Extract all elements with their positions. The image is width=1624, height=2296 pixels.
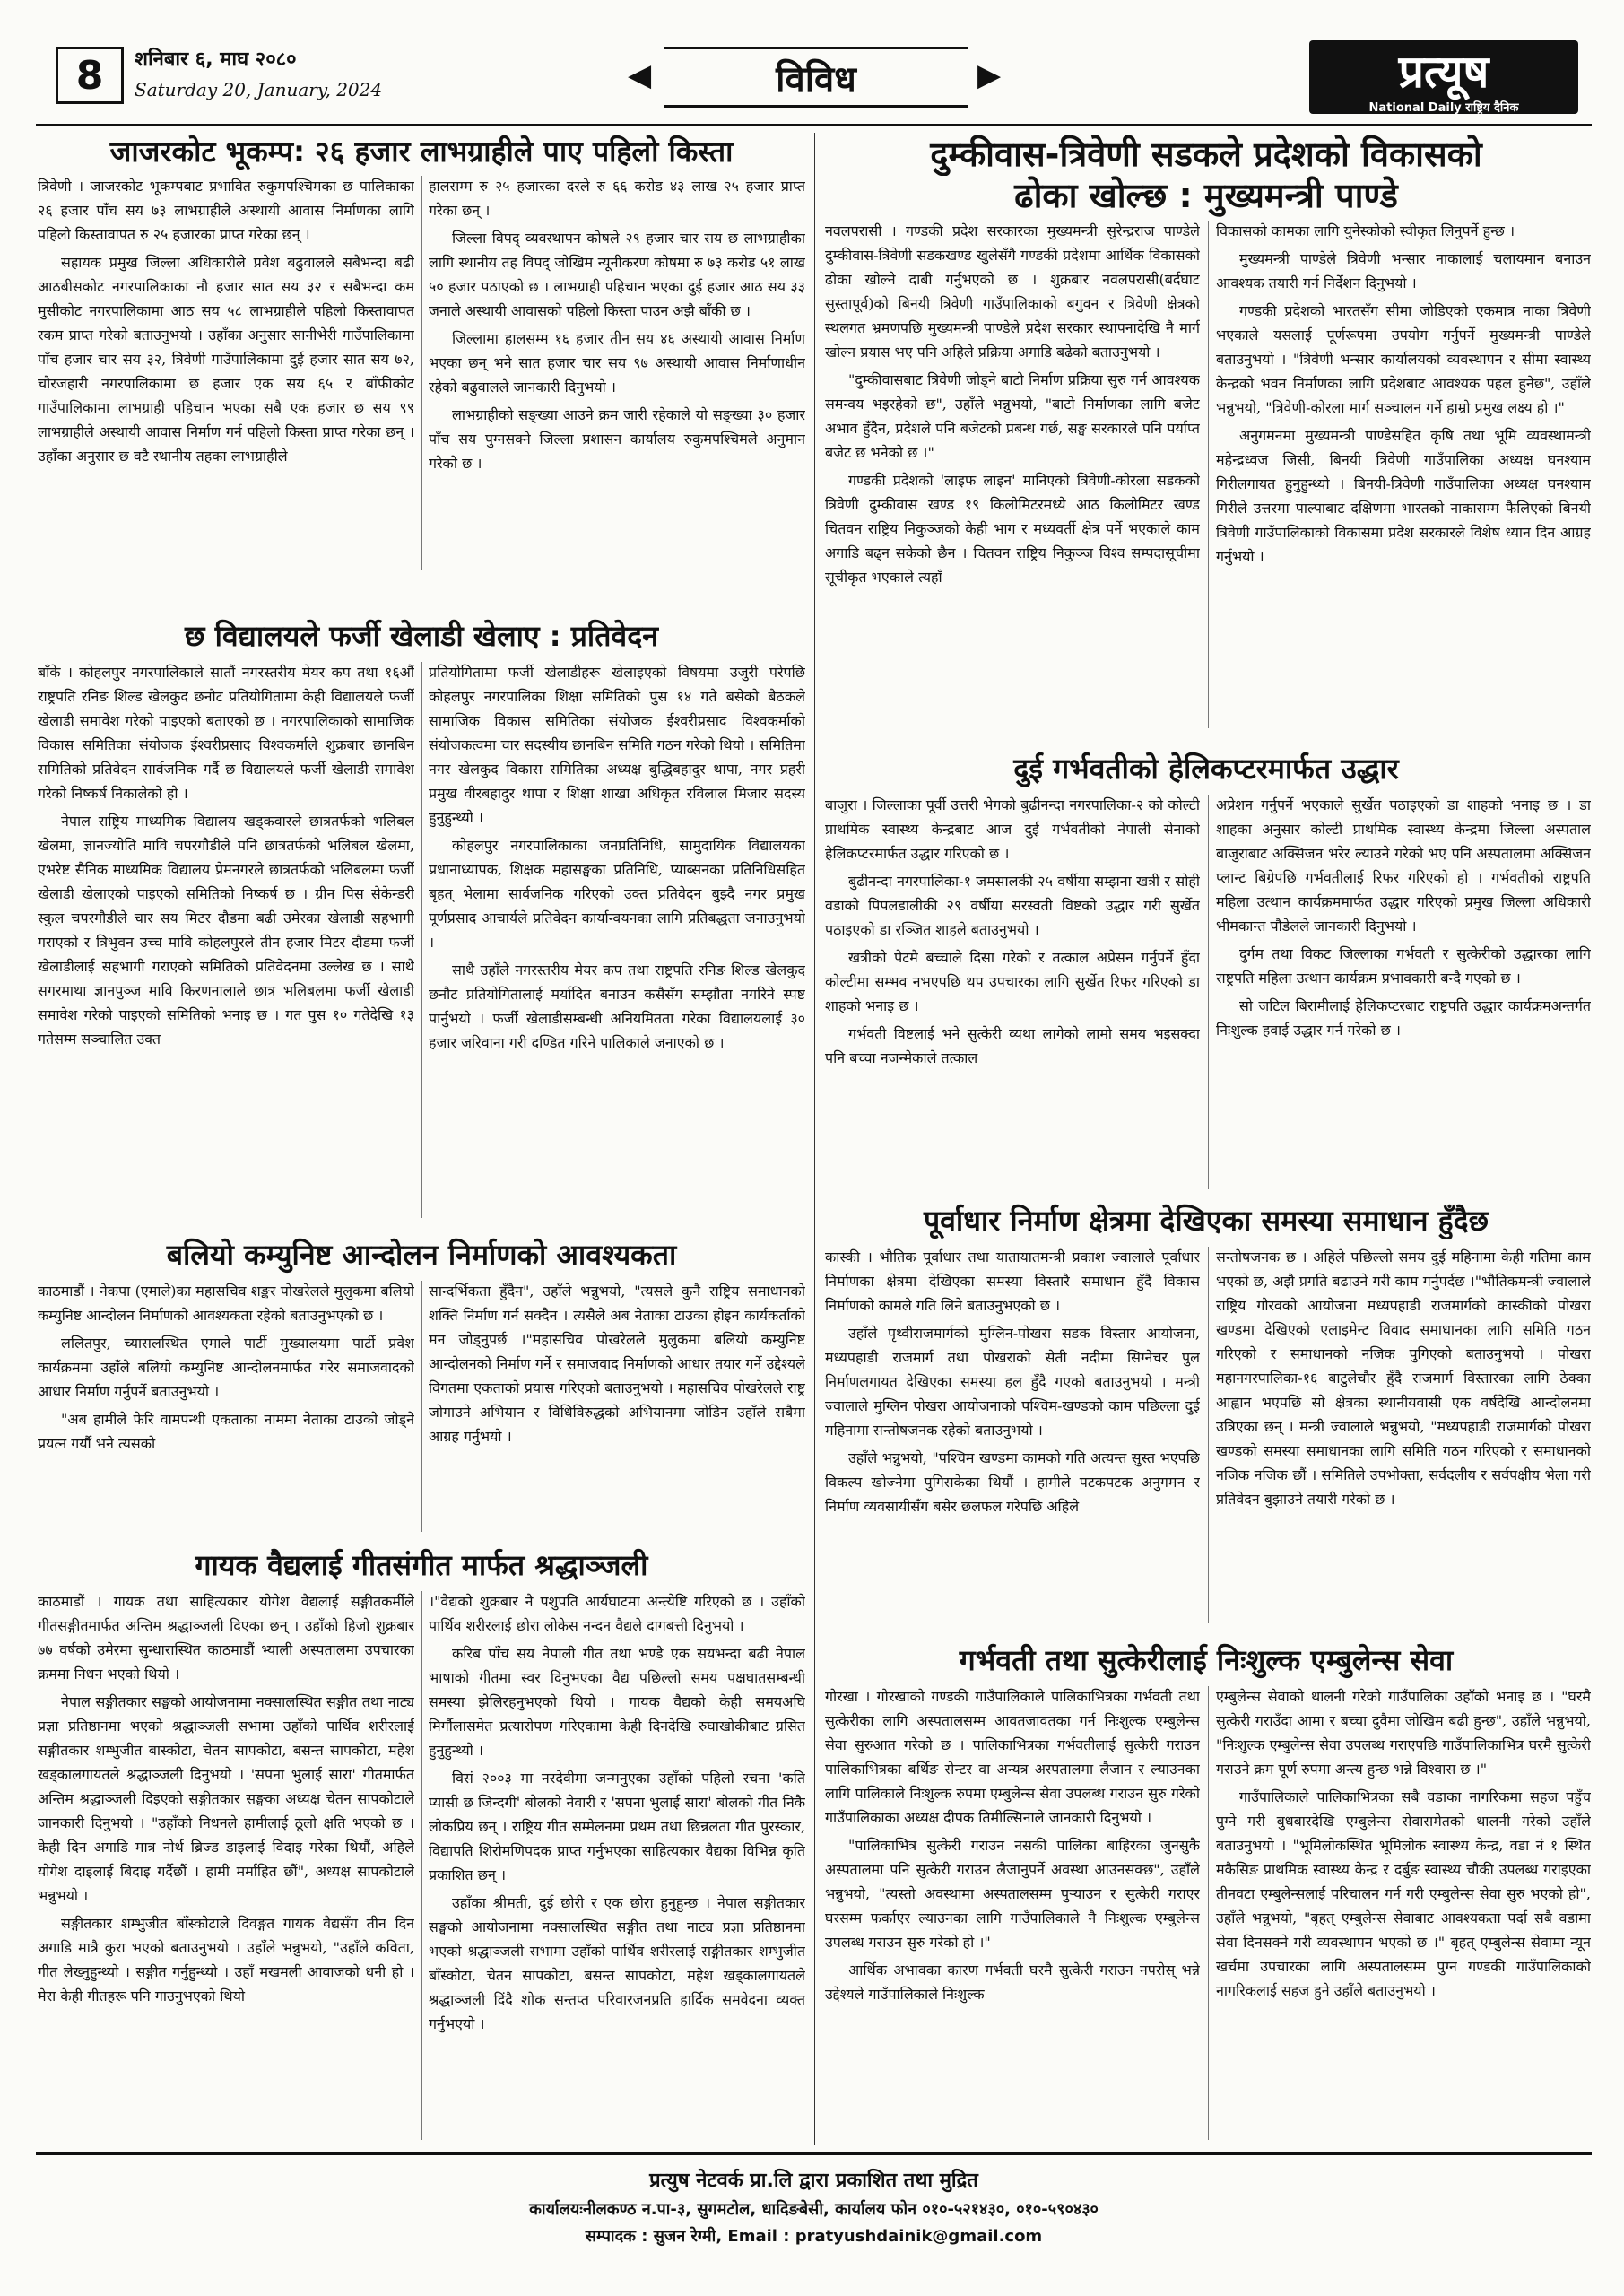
ambulance-col1: गोरखा । गोरखाको गण्डकी गाउँपालिकाले पालिकाभित्रका गर्भवती तथा सुत्केरीका लागि अस्पतालसम्म आवतजावतका गर्न निःशुल्क एम्बुलेन्स सेवा सुरुआत गरेको छ । पालिकाभित्रका गर्भवतीलाई सुत्केरी गराउन पालिकाभित्रका बर्थिङ सेन्टर वा अन्यत्र अस्पतालमा लैजान र ल्याउनका लागि पालिकाले निःशुल्क रुपमा एम्बुलेन्स सेवा उपलब्ध गराउन सुरु गरेको गाउँपालिकाका अध्यक्ष दीपक तिमील्सिनाले जानकारी दिनुभयो । "पालिकाभित्र सुत्केरी गराउन नसकी पालिका बाहिरका जुनसुकै अस्पतालमा पनि सुत्केरी गराउन लैजानुपर्ने अवस्था आउनसक्छ", उहाँले भन्नुभयो, "त्यस्तो अवस्थामा अस्पतालसम्म पुऱ्याउन र सुत्केरी गराएर घरसम्म फर्काएर ल्याउनका लागि गाउँपालिकाले नै निःशुल्क एम्बुलेन्स उपलब्ध गराउन सुरु गरेको हो ।" आर्थिक अभावका कारण गर्भवती घरमै सुत्केरी गराउन नपरोस् भन्ने उद्देश्यले गाउँपालिकाले निःशुल्क [825, 1688, 1200, 2003]
column-divider [421, 1281, 422, 1532]
road-headline-line1: दुम्कीवास-त्रिवेणी सडकले प्रदेशको विकासको [930, 135, 1482, 174]
communist-col2: सान्दर्भिकता हुँदैन", उहाँले भन्नुभयो, "त्यसले कुनै राष्ट्रिय समाधानको शक्ति निर्माण गर्न सक्दैन । त्यसैले अब नेताका टाउका होइन कार्यकर्ताको मन जोड्नुपर्छ ।"महासचिव पोखरेलले मुलुकमा बलियो कम्युनिष्ट आन्दोलनको निर्माण गर्ने र समाजवाद निर्माणको आधार तयार गर्ने उद्देश्यले विगतमा एकताको प्रयास गरिएको बताउनुभयो । महासचिव पोखरेलले राष्ट्र जोगाउने अभियान र विधिविरुद्धको अभियानमा जोडिन उहाँले सबैमा आग्रह गर्नुभयो । [429, 1283, 805, 1445]
page-number: 8 [56, 47, 124, 104]
date-english: Saturday 20, January, 2024 [135, 79, 383, 100]
communist-headline: बलियो कम्युनिष्ट आन्दोलन निर्माणको आवश्यकता [166, 1238, 677, 1272]
helicopter-col1: बाजुरा । जिल्लाका पूर्वी उत्तरी भेगको बुढीनन्दा नगरपालिका-२ को कोल्टी प्राथमिक स्वास्थ्य केन्द्रबाट आज दुई गर्भवतीको नेपाली सेनाको हेलिकप्टरमार्फत उद्धार गरिएको छ । बुढीनन्दा नगरपालिका-१ जमसालकी २५ वर्षीया सम्झना खत्री र सोही वडाको पिपलडालीकी २९ वर्षीया सरस्वती विष्टको उद्धार गरी सुर्खेत पठाइएको डा रञ्जित शाहले बताउनुभयो । खत्रीको पेटमै बच्चाले दिसा गरेको र तत्काल अप्रेसन गर्नुपर्ने हुँदा कोल्टीमा सम्भव नभएपछि थप उपचारका लागि सुर्खेत रिफर गरिएको डा शाहको भनाइ छ । गर्भवती विष्टलाई भने सुत्केरी व्यथा लागेको लामो समय भइसक्दा पनि बच्चा नजन्मेकाले तत्काल [825, 796, 1200, 1066]
column-divider [421, 1591, 422, 2140]
column-divider [1208, 1247, 1209, 1623]
office-address: कार्यालयःनीलकण्ठ न.पा-३, सुगमटोल, धादिङबेसी, कार्यालय फोन ०१०-५२१४३०, ०१०-५९०४३० [529, 2200, 1099, 2219]
masthead-rule [36, 124, 1592, 126]
column-divider [1208, 221, 1209, 728]
ambulance-col2: एम्बुलेन्स सेवाको थालनी गरेको गाउँपालिका उहाँको भनाइ छ । "घरमै सुत्केरी गराउँदा आमा र बच्चा दुवैमा जोखिम बढी हुन्छ", उहाँले भन्नुभयो, "निःशुल्क एम्बुलेन्स सेवा उपलब्ध गराएपछि गाउँपालिकाभित्र घरमै सुत्केरी गराउने क्रम पूर्ण रुपमा अन्त्य हुन्छ भन्ने विश्वास छ ।" गाउँपालिकाले पालिकाभित्रका सबै वडाका नागरिकमा सहज पहुँच पुग्ने गरी बुधबारदेखि एम्बुलेन्स सेवासमेतको थालनी गरेको उहाँले बताउनुभयो । "भूमिलोकस्थित भूमिलोक स्वास्थ्य केन्द्र, वडा नं १ स्थित मकैसिङ प्राथमिक स्वास्थ्य केन्द्र र दर्बुङ स्वास्थ्य चौकी उपलब्ध गराइएका तीनवटा एम्बुलेन्सलाई परिचालन गर्न गरी एम्बुलेन्स सेवा सुरु भएको हो", उहाँले भन्नुभयो, "बृहत् एम्बुलेन्स सेवाबाट आवश्यकता पर्दा सबै वडामा सेवा दिनसक्ने गरी व्यवस्थापन भएको छ ।" बृहत् एम्बुलेन्स सेवामा न्यून खर्चमा उपचारका लागि अस्पतालसम्म पुग्न गण्डकी गाउँपालिकाको नागरिकलाई सहज हुने उहाँले बताउनुभयो । [1216, 1688, 1591, 1999]
column-divider [1208, 1686, 1209, 2140]
infrastructure-headline: पूर्वाधार निर्माण क्षेत्रमा देखिएका समस्या समाधान हुँदैछ [923, 1204, 1489, 1238]
left-arrow-icon: ◀ [628, 57, 652, 93]
column-divider [421, 662, 422, 1218]
logo-text: प्रत्यूष [1398, 46, 1489, 98]
singer-col2: ।"वैद्यको शुक्रबार नै पशुपति आर्यघाटमा अन्त्येष्टि गरिएको छ । उहाँको पार्थिव शरीरलाई छोरा लोकेस नन्दन वैद्यले दागबत्ती दिनुभयो । करिब पाँच सय नेपाली गीत तथा भण्डै एक सयभन्दा बढी नेपाल भाषाको गीतमा स्वर दिनुभएका वैद्य पछिल्लो समय पक्षघातसम्बन्धी समस्या झेलिरहनुभएको थियो । गायक वैद्यको केही समयअघि मिर्गौलासमेत प्रत्यारोपण गरिएकामा केही दिनदेखि रुघाखोकीबाट ग्रसित हुनुहुन्थ्यो । विसं २००३ मा नरदेवीमा जन्मनुएका उहाँको पहिलो रचना 'कति प्यासी छ जिन्दगी' बोलको नेवारी र 'सपना भुलाई सारा' बोलको गीत निकै लोकप्रिय छन् । राष्ट्रिय गीत सम्मेलनमा प्रथम तथा छिन्नलता गीत पुरस्कार, विद्यापति शिरोमणिपदक प्राप्त गर्नुभएका साहित्यकार वैद्यका विभिन्न कृति प्रकाशित छन् । उहाँका श्रीमती, दुई छोरी र एक छोरा हुनुहुन्छ । नेपाल सङ्गीतकार सङ्घको आयोजनामा नक्सालस्थित सङ्गीत तथा नाट्य प्रज्ञा प्रतिष्ठानमा भएको श्रद्धाञ्जली सभामा उहाँको पार्थिव शरीरलाई सङ्गीतकार शम्भुजीत बाँस्कोटा, चेतन सापकोटा, बसन्त सापकोटा, महेश खड्कालगायतले श्रद्धाञ्जली दिंदै शोक सन्तप्त परिवारजनप्रति हार्दिक समवेदना व्यक्त गर्नुभएयो । [429, 1593, 805, 2032]
communist-col1: काठमाडौं । नेकपा (एमाले)का महासचिव शङ्कर पोखरेलले मुलुकमा बलियो कम्युनिष्ट आन्दोलन निर्माणको आवश्यकता रहेको बताउनुभएको छ । ललितपुर, च्यासलस्थित एमाले पार्टी मुख्यालयमा पार्टी प्रवेश कार्यक्रममा उहाँले बलियो कम्युनिष्ट आन्दोलनमार्फत गरेर समाजवादको आधार निर्माण गर्नुपर्ने बताउनुभयो । "अब हामीले फेरि वामपन्थी एकताका नाममा नेताका टाउको जोड्ने प्रयत्न गर्यौं भने त्यसको [38, 1283, 414, 1452]
ambulance-headline: गर्भवती तथा सुत्केरीलाई निःशुल्क एम्बुलेन्स सेवा [959, 1643, 1454, 1677]
jajarkot-col1: त्रिवेणी । जाजरकोट भूकम्पबाट प्रभावित रुकुमपश्चिमका छ पालिकाका २६ हजार पाँच सय ७३ लाभग्राहीले अस्थायी आवास निर्माणका लागि पहिलो किस्तावापत रु २५ हजारका प्राप्त गरेका छन् । सहायक प्रमुख जिल्ला अधिकारीले प्रवेश बढुवालले सबैभन्दा बढी आठबीसकोट नगरपालिकाका नौ हजार सात सय ३२ र सबैभन्दा कम मुसीकोट नगरपालिकामा आठ सय ५८ लाभग्राहीले पहिलो किस्तावापत रकम प्राप्त गरेको बताउनुभयो । उहाँका अनुसार सानीभेरी गाउँपालिकामा पाँच हजार चार सय ३२, त्रिवेणी गाउँपालिकामा दुई हजार सात सय ७२, चौरजहारी नगरपालिकामा छ हजार एक सय ६५ र बाँफीकोट गाउँपालिकामा लाभग्राही पहिचान भएका सबै एक हजार छ सय ९९ लाभग्राहीले अस्थायी आवास निर्माण गर्न पहिलो किस्ता प्राप्त गरेका छन् । उहाँका अनुसार छ वटै स्थानीय तहका लाभग्राहीले [38, 178, 414, 465]
column-divider [421, 176, 422, 570]
imprint-footer [36, 2152, 1592, 2254]
jajarkot-headline: जाजरकोट भूकम्प: २६ हजार लाभग्राहीले पाए पहिलो किस्ता [109, 135, 734, 169]
publisher-line: प्रत्युष नेटवर्क प्रा.लि द्वारा प्रकाशित तथा मुद्रित [649, 2170, 978, 2192]
editor-email: सम्पादक : सुजन रेग्मी, Email : pratyushdainik@gmail.com [585, 2227, 1043, 2246]
newspaper-logo [1309, 40, 1578, 114]
schools-col1: बाँके । कोहलपुर नगरपालिकाले सातौं नगरस्तरीय मेयर कप तथा १६औं राष्ट्रपति रनिङ शिल्ड खेलकुद छनौट प्रतियोगितामा केही विद्यालयले फर्जी खेलाडी समावेश गरेको पाइएको बताएको छ । नगरपालिकाको सामाजिक विकास समितिका संयोजक ईश्वरीप्रसाद विश्वकर्माले शुक्रबार छानबिन समितिको प्रतिवेदन सार्वजनिक गर्दै छ विद्यालयले फर्जी खेलाडी समावेश गरेको निष्कर्ष निकालेको हो । नेपाल राष्ट्रिय माध्यमिक विद्यालय खड्कवारले छात्रतर्फको भलिबल खेलमा, ज्ञानज्योति मावि चपरगौडीले पनि छात्रतर्फको भलिबल खेलमा, एभरेष्ट सैनिक माध्यमिक विद्यालय प्रेमनगरले छात्रतर्फको भलिबलमा फर्जी खेलाडी खेलाएको पाइएको समितिको निष्कर्ष छ । ग्रीन पिस सेकेन्डरी स्कुल चपरगौडीले चार सय मिटर दौडमा बढी उमेरका खेलाडी सहभागी गराएको र त्रिभुवन उच्च मावि कोहलपुरले तीन हजार मिटर दौडमा फर्जी खेलाडीलाई सहभागी गराएको समितिको प्रतिवेदनमा उल्लेख छ । साथै सगरमाथा ज्ञानपुञ्ज मावि किरणनालाले छात्र भलिबलमा फर्जी खेलाडी समावेश गरेको पाइएको समितिको भनाइ छ । गत पुस १० गतेदेखि १३ गतेसम्म सञ्चालित उक्त [38, 664, 414, 1048]
jajarkot-col2: हालसम्म रु २५ हजारका दरले रु ६६ करोड ४३ लाख २५ हजार प्राप्त गरेका छन् । जिल्ला विपद् व्यवस्थापन कोषले २९ हजार चार सय छ लाभग्राहीका लागि स्थानीय तह विपद् जोखिम न्यूनीकरण कोषमा रु ७३ करोड ५१ लाख ५० हजार पठाएको छ । लाभग्राही पहिचान भएका दुई हजार आठ सय ३३ जनाले अस्थायी आवासको पहिलो किस्ता पाउन अझै बाँकी छ । जिल्लामा हालसम्म १६ हजार तीन सय ४६ अस्थायी आवास निर्माण भएका छन् भने सात हजार चार सय ९७ अस्थायी आवास निर्माणाधीन रहेको बढुवालले जानकारी दिनुभयो । लाभग्राहीको सङ्ख्या आउने क्रम जारी रहेकाले यो सङ्ख्या ३० हजार पाँच सय पुग्नसक्ने जिल्ला प्रशासन कार्यालय रुकुमपश्चिमले अनुमान गरेको छ । [429, 178, 805, 472]
schools-headline: छ विद्यालयले फर्जी खेलाडी खेलाए : प्रतिवेदन [185, 619, 658, 653]
road-col2: विकासको कामका लागि युनेस्कोको स्वीकृत लिनुपर्ने हुन्छ । मुख्यमन्त्री पाण्डेले त्रिवेणी भन्सार नाकालाई चलायमान बनाउन आवश्यक तयारी गर्न निर्देशन दिनुभयो । गण्डकी प्रदेशको भारतसँग सीमा जोडिएको एकमात्र नाका त्रिवेणी भएकाले यसलाई पूर्णरूपमा उपयोग गर्नुपर्ने मुख्यमन्त्री पाण्डेले बताउनुभयो । "त्रिवेणी भन्सार कार्यालयको व्यवस्थापन र सीमा स्वास्थ्य केन्द्रको भवन निर्माणका लागि प्रदेशबाट आवश्यक पहल हुनेछ", उहाँले भन्नुभयो, "त्रिवेणी-कोरला मार्ग सञ्चालन गर्ने हाम्रो प्रमुख लक्ष्य हो ।" अनुगमनमा मुख्यमन्त्री पाण्डेसहित कृषि तथा भूमि व्यवस्थामन्त्री महेन्द्रध्वज जिसी, बिनयी त्रिवेणी गाउँपालिका अध्यक्ष घनश्याम गिरीलगायत हुनुहुन्थ्यो । बिनयी-त्रिवेणी गाउँपालिका अध्यक्ष घनश्याम गिरीले उत्तरमा पाल्पाबाट दक्षिणमा भारतको नाकासम्म फैलिएको बिनयी त्रिवेणी गाउँपालिकाको विकासमा प्रदेश सरकारले विशेष ध्यान दिन आग्रह गर्नुभयो । [1216, 222, 1591, 565]
road-headline-line2: ढोका खोल्छ : मुख्यमन्त्री पाण्डे [1014, 176, 1398, 215]
date-nepali: शनिबार ६, माघ २०८० [135, 48, 297, 71]
singer-col1: काठमाडौं । गायक तथा साहित्यकार योगेश वैद्यलाई सङ्गीतकर्मीले गीतसङ्गीतमार्फत अन्तिम श्रद्धाञ्जली दिएका छन् । उहाँको हिजो शुक्रबार ७७ वर्षको उमेरमा सुन्धारास्थित काठमाडौं भ्याली अस्पतालमा उपचारका क्रममा निधन भएको थियो । नेपाल सङ्गीतकार सङ्घको आयोजनामा नक्सालस्थित सङ्गीत तथा नाट्य प्रज्ञा प्रतिष्ठानमा भएको श्रद्धाञ्जली सभामा उहाँको पार्थिव शरीरलाई सङ्गीतकार शम्भुजीत बास्कोटा, चेतन सापकोटा, बसन्त सापकोटा, महेश खड्कालगायतले श्रद्धाञ्जली दिनुभयो । 'सपना भुलाई सारा' गीतमार्फत अन्तिम श्रद्धाञ्जली दिइएको सङ्गीतकार सङ्घका अध्यक्ष चेतन सापकोटाले जानकारी दिनुभयो । "उहाँको निधनले हामीलाई ठूलो क्षति भएको छ । केही दिन अगाडि मात्र नोर्थ ब्रिज्ड डाइलाई विदाइ गरेका थियौं, अहिले योगेश दाइलाई बिदाइ गर्दैछौं । हामी मर्माहित छौं", अध्यक्ष सापकोटाले भन्नुभयो । सङ्गीतकार शम्भुजीत बाँस्कोटाले दिवङ्गत गायक वैद्यसँग तीन दिन अगाडि मात्रै कुरा भएको बताउनुभयो । उहाँले भन्नुभयो, "उहाँले कविता, गीत लेख्नुहुन्थ्यो । सङ्गीत गर्नुहुन्थ्यो । उहाँ मखमली आवाजको धनी हो । मेरा केही गीतहरू पनि गाउनुभएको थियो [38, 1593, 414, 2005]
singer-headline: गायक वैद्यलाई गीतसंगीत मार्फत श्रद्धाञ्जली [195, 1548, 648, 1582]
main-divider [814, 133, 815, 2145]
road-col1: नवलपरासी । गण्डकी प्रदेश सरकारका मुख्यमन्त्री सुरेन्द्रराज पाण्डेले दुम्कीवास-त्रिवेणी सडकखण्ड खुलेसँगै गण्डकी प्रदेशमा आर्थिक विकासको ढोका खोल्ने दाबी गर्नुभएको छ । शुक्रबार नवलपरासी(बर्दघाट सुस्तापूर्व)को बिनयी त्रिवेणी गाउँपालिकाको बगुवन र त्रिवेणी क्षेत्रको स्थलगत भ्रमणपछि मुख्यमन्त्री पाण्डेले प्रदेश सरकार स्थापनादेखि नै मार्ग खोल्न प्रयास भए पनि अहिले प्रक्रिया अगाडि बढेको बताउनुभयो । "दुम्कीवासबाट त्रिवेणी जोड्ने बाटो निर्माण प्रक्रिया सुरु गर्न आवश्यक समन्वय भइरहेको छ", उहाँले भन्नुभयो, "बाटो निर्माणका लागि बजेट अभाव हुँदैन, प्रदेशले पनि बजेटको प्रबन्ध गर्छ, सङ्घ सरकारले पनि पर्याप्त बजेट छ भनेको छ ।" गण्डकी प्रदेशको 'लाइफ लाइन' मानिएको त्रिवेणी-कोरला सडकको त्रिवेणी दुम्कीवास खण्ड १९ किलोमिटरमध्ये आठ किलोमिटर खण्ड चितवन राष्ट्रिय निकुञ्जको केही भाग र मध्यवर्ती क्षेत्र पर्ने भएकाले काम अगाडि बढ्न सकेको छैन । चितवन राष्ट्रिय निकुञ्ज विश्व सम्पदासूचीमा सूचीकृत भएकाले त्यहाँ [825, 222, 1200, 586]
column-divider [1208, 795, 1209, 1189]
dateline [135, 45, 430, 100]
section-title: विविध [664, 47, 968, 108]
infrastructure-col1: कास्की । भौतिक पूर्वाधार तथा यातायातमन्त्री प्रकाश ज्वालाले पूर्वाधार निर्माणका क्षेत्रमा देखिएका समस्या विस्तारै समाधान हुँदै विकास निर्माणको कामले गति लिने बताउनुभएको छ । उहाँले पृथ्वीराजमार्गको मुग्लिन-पोखरा सडक विस्तार आयोजना, मध्यपहाडी राजमार्ग तथा पोखराको सेती नदीमा सिग्नेचर पुल निर्माणलगायत देखिएका समस्या हल हुँदै गएको बताउनुभयो । मन्त्री ज्वालाले मुग्लिन पोखरा आयोजनाको पश्चिम-खण्डको काम पछिल्ला दुई महिनामा सन्तोषजनक रहेको बताउनुभयो । उहाँले भन्नुभयो, "पश्चिम खण्डमा कामको गति अत्यन्त सुस्त भएपछि विकल्प खोज्नेमा पुगिसकेका थियौं । हामीले पटकपटक अनुगमन र निर्माण व्यवसायीसँग बसेर छलफल गरेपछि अहिले [825, 1248, 1200, 1515]
logo-subtitle: National Daily राष्ट्रिय दैनिक [1368, 101, 1519, 115]
helicopter-col2: अप्रेशन गर्नुपर्ने भएकाले सुर्खेत पठाइएको डा शाहको भनाइ छ । डा शाहका अनुसार कोल्टी प्राथमिक स्वास्थ्य केन्द्रमा जिल्ला अस्पताल बाजुराबाट अक्सिजन भरेर ल्याउने गरेको भए पनि अस्पतालमा अक्सिजन प्लान्ट बिग्रेपछि गर्भवतीलाई रिफर गरिएको हो । गर्भवतीको राष्ट्रपति महिला उत्थान कार्यक्रममार्फत उद्धार गरिएको प्रमुख जिल्ला अधिकारी भीमकान्त पौडेलले जानकारी दिनुभयो । दुर्गम तथा विकट जिल्लाका गर्भवती र सुत्केरीको उद्धारका लागि राष्ट्रपति महिला उत्थान कार्यक्रम प्रभावकारी बन्दै गएको छ । सो जटिल बिरामीलाई हेलिकप्टरबाट राष्ट्रपति उद्धार कार्यक्रमअन्तर्गत निःशुल्क हवाई उद्धार गर्न गरेको छ । [1216, 796, 1591, 1039]
right-arrow-icon: ▶ [977, 57, 1002, 93]
schools-col2: प्रतियोगितामा फर्जी खेलाडीहरू खेलाइएको विषयमा उजुरी परेपछि कोहलपुर नगरपालिका शिक्षा समितिको पुस १४ गते बसेको बैठकले सामाजिक विकास समितिका संयोजक ईश्वरीप्रसाद विश्वकर्माको संयोजकत्वमा चार सदस्यीय छानबिन समिति गठन गरेको थियो । समितिमा नगर खेलकुद विकास समितिका अध्यक्ष बुद्धिबहादुर थापा, नगर प्रहरी प्रमुख वीरबहादुर थापा र शिक्षा शाखा अधिकृत रविलाल मिजार सदस्य हुनुहुन्थ्यो । कोहलपुर नगरपालिकाका जनप्रतिनिधि, सामुदायिक विद्यालयका प्रधानाध्यापक, शिक्षक महासङ्घका प्रतिनिधि, प्याब्सनका प्रतिनिधिसहित बृहत् भेलामा सार्वजनिक गरिएको उक्त प्रतिवेदन बुझ्दै नगर प्रमुख पूर्णप्रसाद आचार्यले प्रतिवेदन कार्यान्वयनका लागि प्रतिबद्धता जनाउनुभयो । साथै उहाँले नगरस्तरीय मेयर कप तथा राष्ट्रपति रनिङ शिल्ड खेलकुद छनौट प्रतियोगितालाई मर्यादित बनाउन कसैसँग सम्झौता नगरिने स्पष्ट पार्नुभयो । फर्जी खेलाडीसम्बन्धी अनियमितता गरेका विद्यालयलाई ३० हजार जरिवाना गरी दण्डित गरिने पालिकाले जनाएको छ । [429, 664, 805, 1051]
infrastructure-col2: सन्तोषजनक छ । अहिले पछिल्लो समय दुई महिनामा केही गतिमा काम भएको छ, अझै प्रगति बढाउने गरी काम गर्नुपर्दछ ।"भौतिकमन्त्री ज्वालाले राष्ट्रिय गौरवको आयोजना मध्यपहाडी राजमार्गको कास्कीको पोखरा खण्डमा देखिएको एलाइमेन्ट विवाद समाधानका लागि समिति गठन गरिएको र समाधानको नजिक पुगिएको बताउनुभयो । पोखरा महानगरपालिका-१६ बाटुलेचौर हुँदै राजमार्ग विस्तारका लागि ठेक्का आह्वान भएपछि सो क्षेत्रका स्थानीयवासी एक वर्षदेखि आन्दोलनमा उत्रिएका छन् । मन्त्री ज्वालाले भन्नुभयो, "मध्यपहाडी राजमार्गको पोखरा खण्डको समस्या समाधानका लागि समिति गठन गरिएको र समाधानको नजिक नजिक छौं । समितिले उपभोक्ता, सर्वदलीय र सर्वपक्षीय भेला गरी प्रतिवेदन बुझाउने तयारी गरेको छ । [1216, 1248, 1591, 1508]
helicopter-headline: दुई गर्भवतीको हेलिकप्टरमार्फत उद्धार [1013, 752, 1399, 786]
